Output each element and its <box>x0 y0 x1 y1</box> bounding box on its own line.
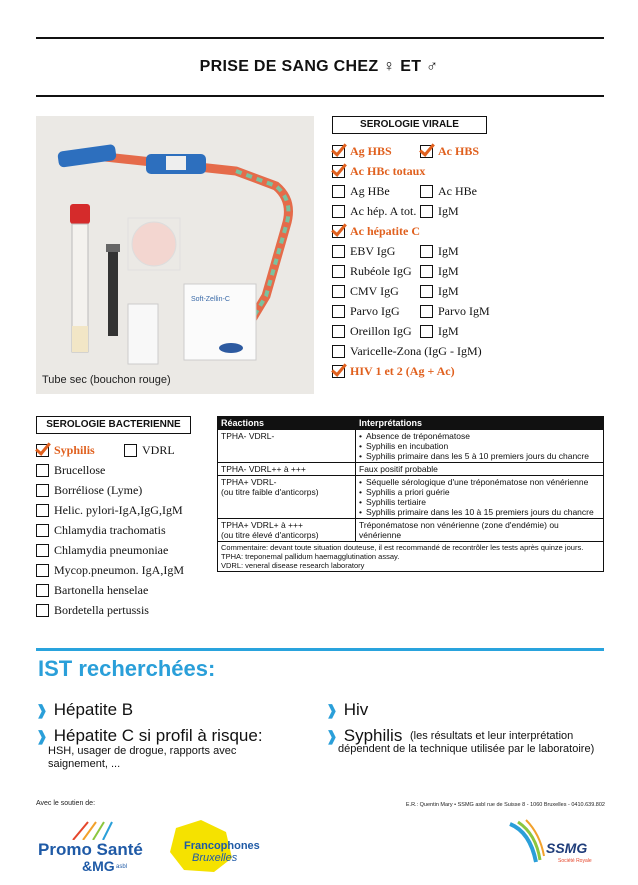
checkbox-row <box>420 323 459 339</box>
checkbox-row <box>332 243 395 259</box>
table-footnote: TPHA: treponemal pallidum haemagglutination assay. <box>221 552 400 561</box>
checkbox-label: Ac hép. A tot. <box>350 203 417 218</box>
chevron-right-icon: ❱ <box>36 728 48 744</box>
checkbox-label: Mycop.pneumon. IgA,IgM <box>54 562 184 577</box>
photo-caption: Tube sec (bouchon rouge) <box>42 374 171 386</box>
checkbox-icon[interactable] <box>36 504 49 517</box>
ist-item-hepatite-c <box>36 726 263 746</box>
package-label: Soft-Zellin-C <box>191 296 230 303</box>
chevron-right-icon: ❱ <box>326 728 338 744</box>
checkbox-row <box>36 442 95 458</box>
table-footer-row <box>218 542 604 572</box>
ssmg-logo <box>506 818 606 874</box>
checkbox-row <box>36 522 166 538</box>
checkbox-icon[interactable] <box>36 524 49 537</box>
checkbox-row <box>420 283 459 299</box>
reaction-cell <box>218 476 356 519</box>
checkbox-row <box>332 263 412 279</box>
reaction-text: TPHA- VDRL- <box>221 431 275 441</box>
francophones-text: Francophones <box>184 840 260 852</box>
checkbox-label: Parvo IgM <box>438 303 490 318</box>
checkbox-label: IgM <box>438 243 459 258</box>
section-divider <box>36 648 604 651</box>
checkbox-label: Rubéole IgG <box>350 263 412 278</box>
checkbox-row <box>36 562 184 578</box>
checkbox-icon[interactable] <box>332 305 345 318</box>
checkbox-icon[interactable] <box>332 205 345 218</box>
checkbox-row <box>420 303 490 319</box>
checkbox-label: Borréliose (Lyme) <box>54 482 143 497</box>
checkbox-row <box>36 582 148 598</box>
checkbox-row <box>332 203 416 219</box>
ist-item-hepatite-b <box>36 700 133 720</box>
checkbox-label: HIV 1 et 2 (Ag + Ac) <box>350 363 455 378</box>
ssmg-subtitle: Société Royale <box>558 858 592 864</box>
chevron-right-icon: ❱ <box>326 702 338 718</box>
syphilis-interpretation-table <box>217 416 604 572</box>
checkbox-icon[interactable] <box>332 325 345 338</box>
table-row <box>218 519 604 542</box>
interpretation-item: • Syphilis a priori guérie <box>359 487 600 497</box>
promo-sante-asbl-text: asbl <box>116 864 128 870</box>
checkbox-label: CMV IgG <box>350 283 399 298</box>
checkbox-label: Bartonella henselae <box>54 582 149 597</box>
checkbox-label: IgM <box>438 203 459 218</box>
table-row <box>218 463 604 476</box>
checkbox-row <box>36 462 105 478</box>
checkbox-label: Ac HBe <box>438 183 477 198</box>
checkbox-icon[interactable] <box>36 564 49 577</box>
interpretation-text: Faux positif probable <box>359 464 438 474</box>
promo-sante-mg-text: &MG <box>82 858 115 874</box>
checkbox-row <box>420 183 477 199</box>
promo-sante-text: Promo Santé <box>38 840 143 859</box>
reaction-text: (ou titre faible d'anticorps) <box>221 487 319 497</box>
checkbox-icon[interactable] <box>420 185 433 198</box>
checkbox-label: Syphilis <box>54 442 95 457</box>
checkbox-row <box>36 502 183 518</box>
checkbox-icon[interactable] <box>420 305 433 318</box>
checkbox-icon[interactable] <box>36 604 49 617</box>
checkbox-icon[interactable] <box>36 464 49 477</box>
checkbox-checked-icon[interactable] <box>332 225 345 238</box>
checkbox-icon[interactable] <box>36 544 49 557</box>
checkbox-label: Helic. pylori-IgA,IgG,IgM <box>54 502 183 517</box>
serologie-bacterienne-heading: SEROLOGIE BACTERIENNE <box>36 416 191 434</box>
checkbox-row <box>332 223 420 239</box>
interpretation-cell <box>356 476 604 519</box>
checkbox-row <box>124 442 175 458</box>
checkbox-row <box>332 343 482 359</box>
table-row <box>218 476 604 519</box>
checkbox-icon[interactable] <box>420 205 433 218</box>
checkbox-icon[interactable] <box>420 285 433 298</box>
table-footer-cell <box>218 542 604 572</box>
checkbox-label: IgM <box>438 283 459 298</box>
francophones-bruxelles-logo <box>166 818 276 874</box>
checkbox-checked-icon[interactable] <box>332 145 345 158</box>
checkbox-row <box>420 203 459 219</box>
serologie-virale-heading: SEROLOGIE VIRALE <box>332 116 487 134</box>
blood-sampling-photo <box>36 116 314 394</box>
checkbox-row <box>36 602 149 618</box>
checkbox-label: Ac HBS <box>438 143 480 158</box>
interpretation-item: • Syphilis tertiaire <box>359 497 600 507</box>
ist-item-hiv <box>326 700 368 720</box>
page-title: PRISE DE SANG CHEZ ♀ ET ♂ <box>199 58 439 75</box>
checkbox-row <box>36 542 168 558</box>
checkbox-icon[interactable] <box>332 265 345 278</box>
ist-title: IST recherchées: <box>38 656 216 681</box>
table-header-interpretations: Interprétations <box>356 417 604 430</box>
checkbox-row <box>332 143 392 159</box>
table-footnote: VDRL: veneral disease research laboratory <box>221 561 365 570</box>
checkbox-label: IgM <box>438 323 459 338</box>
ist-item-label: Hiv <box>343 700 369 719</box>
ist-item-label: Hépatite C si profil à risque: <box>53 726 263 745</box>
checkbox-icon[interactable] <box>420 245 433 258</box>
ist-item-label: Hépatite B <box>53 700 134 719</box>
checkbox-icon[interactable] <box>332 285 345 298</box>
table-footnote: Commentaire: devant toute situation douteuse, il est recommandé de recontrôler les tests après quinze jours. <box>221 543 584 552</box>
checkbox-icon[interactable] <box>332 185 345 198</box>
checkbox-label: Brucellose <box>54 462 106 477</box>
checkbox-label: Bordetella pertussis <box>54 602 149 617</box>
interpretation-text: Tréponématose non vénérienne (zone d'endémie) ou vénérienne <box>359 520 559 540</box>
checkbox-icon[interactable] <box>420 265 433 278</box>
ssmg-swoosh <box>506 818 546 864</box>
checkbox-label: Ag HBe <box>350 183 390 198</box>
checkbox-row <box>332 303 400 319</box>
checkbox-row <box>332 323 412 339</box>
ist-syphilis-detail: (les résultats et leur interprétation dépendent de la technique utilisée par le laboratoire) <box>338 730 595 755</box>
checkbox-icon[interactable] <box>420 325 433 338</box>
interpretation-item: • Séquelle sérologique d'une tréponématose non vénérienne <box>359 477 600 487</box>
checkbox-label: Chlamydia trachomatis <box>54 522 166 537</box>
checkbox-checked-icon[interactable] <box>332 365 345 378</box>
reaction-text: TPHA+ VDRL- <box>221 477 277 487</box>
title-bottom-rule <box>36 95 604 97</box>
support-text: Avec le soutien de: <box>36 800 96 807</box>
checkbox-label: Ac hépatite C <box>350 223 420 238</box>
ssmg-text: SSMG <box>546 840 588 856</box>
checkbox-row <box>420 143 479 159</box>
checkbox-row <box>332 283 399 299</box>
chevron-right-icon: ❱ <box>36 702 48 718</box>
ist-hepatite-c-detail: HSH, usager de drogue, rapports avec saignement, ... <box>48 745 237 770</box>
checkbox-checked-icon[interactable] <box>332 165 345 178</box>
checkbox-label: Oreillon IgG <box>350 323 412 338</box>
checkbox-icon[interactable] <box>332 245 345 258</box>
checkbox-row <box>332 163 425 179</box>
checkbox-checked-icon[interactable] <box>420 145 433 158</box>
equipment-illustration <box>36 116 314 394</box>
reaction-text: TPHA- VDRL++ à +++ <box>221 464 306 474</box>
checkbox-label: EBV IgG <box>350 243 396 258</box>
ist-item-label: Syphilis <box>343 726 403 745</box>
interpretation-cell <box>356 519 604 542</box>
interpretation-cell <box>356 430 604 463</box>
table-header-reactions: Réactions <box>218 417 356 430</box>
checkbox-label: VDRL <box>142 442 175 457</box>
checkbox-label: Varicelle-Zona (IgG - IgM) <box>350 343 482 358</box>
interpretation-item: • Absence de tréponématose <box>359 431 600 441</box>
checkbox-label: Parvo IgG <box>350 303 400 318</box>
reaction-cell <box>218 519 356 542</box>
checkbox-checked-icon[interactable] <box>36 444 49 457</box>
checkbox-icon[interactable] <box>124 444 137 457</box>
checkbox-row <box>332 363 455 379</box>
checkbox-label: Chlamydia pneumoniae <box>54 542 169 557</box>
checkbox-label: Ag HBS <box>350 143 392 158</box>
interpretation-item: • Syphilis en incubation <box>359 441 600 451</box>
checkbox-row <box>420 243 459 259</box>
editor-text: E.R.: Quentin Mary • SSMG asbl rue de Suisse 8 - 1060 Bruxelles - 0410.639.802 <box>405 802 605 808</box>
checkbox-row <box>420 263 459 279</box>
reaction-cell <box>218 430 356 463</box>
checkbox-icon[interactable] <box>36 484 49 497</box>
checkbox-icon[interactable] <box>332 345 345 358</box>
table-row <box>218 430 604 463</box>
reaction-text: TPHA+ VDRL+ à +++ <box>221 520 303 530</box>
checkbox-row <box>332 183 390 199</box>
reaction-cell <box>218 463 356 476</box>
checkbox-icon[interactable] <box>36 584 49 597</box>
interpretation-cell <box>356 463 604 476</box>
reaction-text: (ou titre élevé d'anticorps) <box>221 530 319 540</box>
checkbox-row <box>36 482 142 498</box>
promo-sante-logo <box>38 820 158 874</box>
bruxelles-text: Bruxelles <box>192 852 238 864</box>
interpretation-item: • Syphilis primaire dans les 10 à 15 premiers jours du chancre <box>359 507 600 517</box>
checkbox-label: IgM <box>438 263 459 278</box>
top-rule <box>36 37 604 39</box>
interpretation-item: • Syphilis primaire dans les 5 à 10 premiers jours du chancre <box>359 451 600 461</box>
checkbox-label: Ac HBc totaux <box>350 163 426 178</box>
